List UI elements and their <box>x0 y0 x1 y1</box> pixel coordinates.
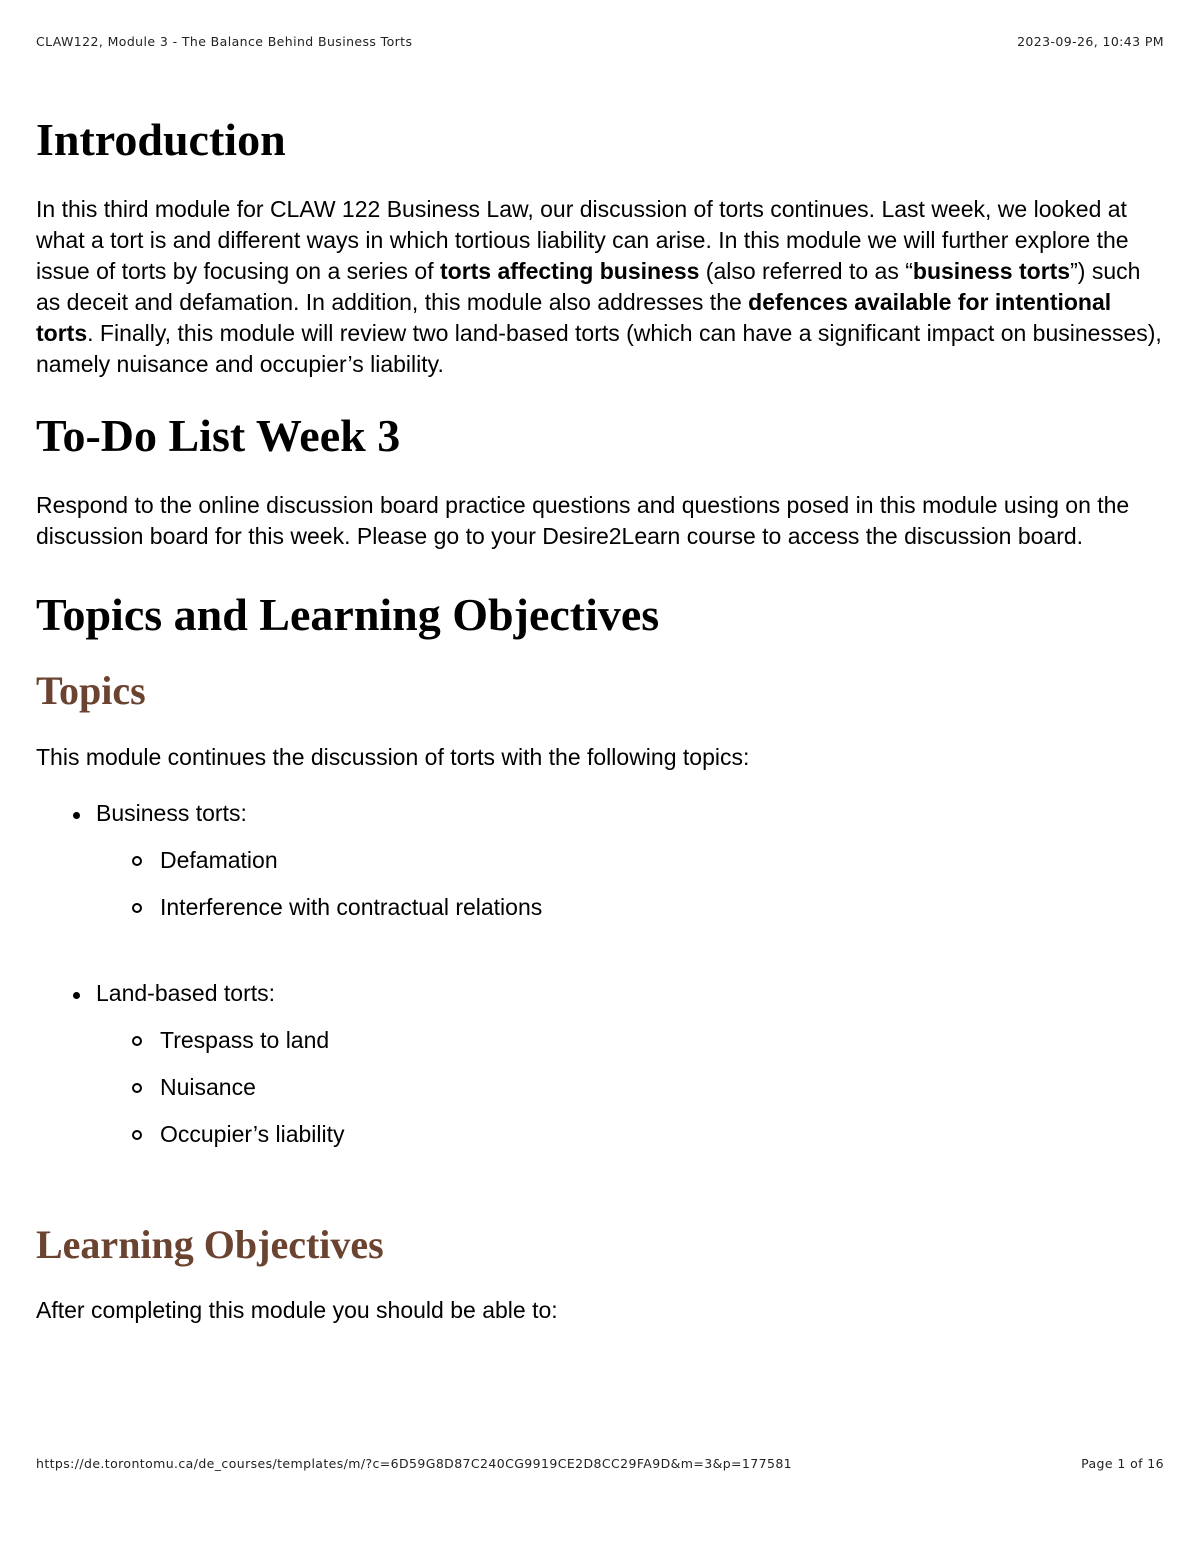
print-footer <box>36 1456 1164 1471</box>
introduction-heading: Introduction <box>36 114 286 165</box>
business-torts-list <box>96 845 1164 923</box>
topics-objectives-heading: Topics and Learning Objectives <box>36 589 660 641</box>
bold-defences: defences available for intentional torts <box>36 289 1112 347</box>
print-header <box>36 34 1164 49</box>
todo-paragraph: Respond to the online discussion board practice questions and questions posed in this module using on the discussion board for this week. Please go to your Desire2Learn course to access the discussion board. <box>36 492 1130 550</box>
topic-group-business: Business torts: Defamation Interference with contractual relations <box>36 798 1164 923</box>
list-item: Occupier’s liability <box>96 1119 1164 1150</box>
topics-list <box>36 798 1164 1150</box>
page-number: Page 1 of 16 <box>1081 1456 1164 1471</box>
objectives-intro: After completing this module you should be able to: <box>36 1296 558 1323</box>
page-content <box>36 112 1164 1326</box>
list-item: Interference with contractual relations <box>96 892 1164 923</box>
list-item: Nuisance <box>96 1072 1164 1103</box>
page-url: https://de.torontomu.ca/de_courses/templates/m/?c=6D59G8D87C240CG9919CE2D8CC29FA9D&m=3&p=177581 <box>36 1456 793 1471</box>
bold-business-torts: business torts <box>912 258 1071 285</box>
list-item: Defamation <box>96 845 1164 876</box>
print-timestamp: 2023-09-26, 10:43 PM <box>1017 34 1164 49</box>
learning-objectives-subheading: Learning Objectives <box>36 1221 384 1267</box>
topics-intro: This module continues the discussion of torts with the following topics: <box>36 743 750 770</box>
todo-heading: To-Do List Week 3 <box>36 410 401 462</box>
list-item: Trespass to land <box>96 1025 1164 1056</box>
introduction-paragraph: In this third module for CLAW 122 Business Law, our discussion of torts continues. Last week, we looked at what a tort is and different ways in which tortious liability can arise. In this module we will further explore the issue of torts by focusing on a series of torts affecting business (also referred to as “business torts”) such as deceit and defamation. In addition, this module also addresses the defences available for intentional torts. Finally, this module will review two land-based torts (which can have a significant impact on businesses), namely nuisance and occupier’s liability. <box>36 196 1162 378</box>
topic-group-land: Land-based torts: Trespass to land Nuisance Occupier’s liability <box>36 978 1164 1150</box>
bold-torts-affecting-business: torts affecting business <box>439 258 700 285</box>
land-torts-list <box>96 1025 1164 1150</box>
document-title: CLAW122, Module 3 - The Balance Behind Business Torts <box>36 34 413 49</box>
topics-subheading: Topics <box>36 667 146 713</box>
